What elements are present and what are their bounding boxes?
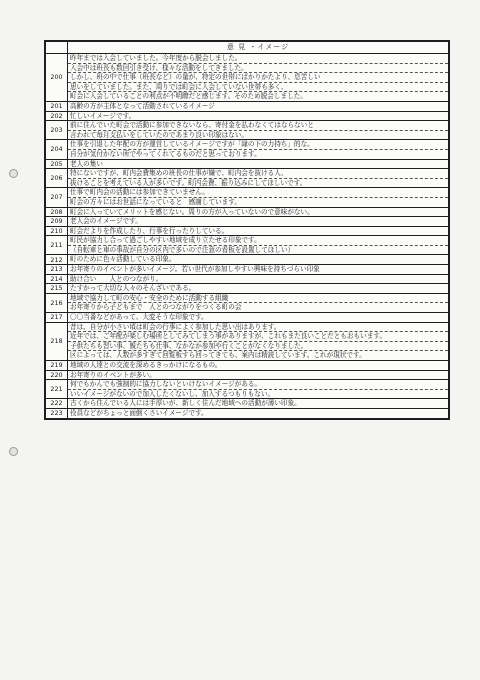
table-row	[46, 255, 449, 265]
opinion-line: 特にないですが、町内会費集めの班長の仕事が嫌で、町内会を抜ける人、	[68, 169, 448, 179]
table-row	[46, 140, 449, 159]
opinion-line: 入会中は班長も数回引き受け、様々な活動をしてきました。	[68, 64, 448, 74]
table-row	[46, 361, 449, 371]
row-opinion	[68, 121, 449, 140]
row-number: 216	[46, 293, 68, 312]
header-number	[46, 42, 68, 54]
opinion-line: 地域の人達との交流を深めるきっかけになるもの。	[70, 361, 222, 369]
row-number: 211	[46, 236, 68, 255]
table-row	[46, 188, 449, 207]
table-row	[46, 217, 449, 227]
table-row	[46, 380, 449, 399]
row-number: 214	[46, 274, 68, 284]
opinion-line: （自転車と車の事故が自分の区内で多いので注意の看板を設置してほしい）	[70, 245, 295, 254]
row-number: 206	[46, 169, 68, 188]
table-body	[46, 54, 449, 419]
table-row	[46, 101, 449, 111]
opinion-line: お年寄りのイベントが多いイメージ。若い世代が参加しやすい興味を持ちづらい印象	[70, 265, 320, 274]
row-number: 219	[46, 361, 68, 371]
opinion-line: 前に住んでいた町会で活動に参加できないなら、寄付金を払わなくてはならないと	[68, 121, 448, 131]
row-number: 201	[46, 101, 68, 111]
table-row	[46, 236, 449, 255]
opinion-line: 区によっては、人数が多すぎて回覧板すら回ってきても、案内は精読しています。これが現状です。	[70, 351, 366, 360]
opinion-line: 抜けることを考えている人が多いです。町内会費、振り込みにしてほしいです。	[70, 178, 307, 187]
row-number: 208	[46, 207, 68, 217]
table-row	[46, 293, 449, 312]
table-row	[46, 226, 449, 236]
opinion-line: 役員などがちょっと面倒くさいイメージです。	[70, 408, 208, 417]
table-row	[46, 274, 449, 284]
opinion-line: 思いをしていました。また、周りでは町会に入会していない世帯も多く、	[68, 83, 448, 93]
opinion-line: 町会に入っていてメリットを感じない。周りの方が入っていないので意味がない。	[70, 207, 314, 216]
row-number: 223	[46, 408, 68, 418]
row-opinion	[68, 101, 449, 111]
opinion-line: 昨年までは入会していました。今年度から脱会しました。	[68, 54, 448, 64]
table-row	[46, 207, 449, 217]
opinion-line: 忙しいイメージです。	[70, 111, 136, 120]
table-row	[46, 322, 449, 360]
opinion-line: いいイメージがないので加入したくないし、加入するつもりもない。	[70, 389, 275, 398]
row-opinion	[68, 111, 449, 121]
opinion-line: 地域で協力して町の安心・安全のために活動する組織	[68, 294, 448, 304]
table-row	[46, 121, 449, 140]
row-opinion	[68, 408, 449, 418]
table-header-row	[46, 42, 449, 54]
opinion-line: お年寄りから子どもまで 人とのつながりをつくる町の会	[70, 303, 242, 312]
header-opinion-image: 意 見 ・イメージ	[68, 42, 449, 54]
table-row	[46, 265, 449, 275]
table-row	[46, 399, 449, 409]
opinion-line: 町のために色々活動している印象。	[70, 255, 176, 264]
row-number: 220	[46, 370, 68, 380]
row-opinion	[68, 322, 449, 360]
row-number: 205	[46, 159, 68, 169]
survey-sheet	[44, 40, 450, 420]
binder-hole-top	[9, 169, 18, 178]
opinion-line: 古くから住んでいる人には手厚いが、新しく住んだ地域への活動が薄い印象。	[70, 399, 301, 408]
row-opinion	[68, 217, 449, 227]
row-number: 209	[46, 217, 68, 227]
opinion-line: お年寄りのイベントが多い。	[70, 370, 156, 379]
opinion-line: 仕事で町内会の活動には参加できていません。	[68, 188, 448, 198]
binder-hole-bottom	[9, 447, 18, 456]
row-opinion	[68, 255, 449, 265]
row-number: 222	[46, 399, 68, 409]
row-opinion	[68, 293, 449, 312]
row-number: 204	[46, 140, 68, 159]
row-opinion	[68, 399, 449, 409]
row-opinion	[68, 361, 449, 371]
row-number: 203	[46, 121, 68, 140]
opinion-line: 言われて毎月支払いをしていたのであまり良い印象はない。	[70, 130, 249, 139]
row-opinion	[68, 226, 449, 236]
opinion-line: 仕事を引退した年配の方が運営しているイメージですが「縁の下の力持ち」的な。	[68, 140, 448, 150]
table-row	[46, 111, 449, 121]
opinion-line: 町民が協力し合って過ごしやすい地域を成り立たせる印象です。	[68, 236, 448, 246]
row-opinion	[68, 159, 449, 169]
opinion-table	[45, 41, 449, 419]
row-opinion	[68, 236, 449, 255]
opinion-line: たすかって大切な人々のそんざいである。	[70, 284, 196, 293]
row-number: 218	[46, 322, 68, 360]
opinion-line: 老人の集い	[70, 159, 103, 168]
row-opinion	[68, 284, 449, 294]
row-opinion	[68, 207, 449, 217]
opinion-line: 高齢の方が主体となって活動されているイメージ	[70, 101, 215, 110]
row-number: 221	[46, 380, 68, 399]
row-number: 212	[46, 255, 68, 265]
opinion-line: 近年では、ご年配が楽しむ場所としてみてしまう事がありますが、これもまた良いことだともおもいます。	[68, 332, 448, 342]
row-opinion	[68, 380, 449, 399]
opinion-line: 昔は、自分が小さい頃は町会の行事によく参加した思い出はあります。	[68, 323, 448, 333]
row-opinion	[68, 274, 449, 284]
table-row	[46, 313, 449, 323]
opinion-line: 〇〇当番などがあって、大変そうな印象です。	[70, 313, 208, 322]
opinion-line: 何でもかんでも強制的に協力しないといけないイメージがある。	[68, 380, 448, 390]
row-number: 202	[46, 111, 68, 121]
row-opinion	[68, 54, 449, 102]
row-opinion	[68, 265, 449, 275]
table-row	[46, 159, 449, 169]
opinion-line: 助け合い 人とのつながり。	[70, 274, 163, 283]
row-opinion	[68, 188, 449, 207]
opinion-line: 町会の方々にはお世話になっていると 感謝しています。	[70, 197, 241, 206]
table-row	[46, 284, 449, 294]
row-number: 213	[46, 265, 68, 275]
opinion-line: 子供たちも習い事、親たちも仕事、なかなか参加や行くことがなくなりました。	[68, 342, 448, 352]
opinion-line: 自分が気付かない所でやってくれてるものだと思っております。	[70, 149, 261, 158]
row-number: 215	[46, 284, 68, 294]
row-number: 210	[46, 226, 68, 236]
row-number: 217	[46, 313, 68, 323]
table-row	[46, 169, 449, 188]
table-row	[46, 408, 449, 418]
row-number: 207	[46, 188, 68, 207]
table-row	[46, 370, 449, 380]
row-opinion	[68, 169, 449, 188]
row-number: 200	[46, 54, 68, 102]
opinion-line: 町会に入会していることの利点が不明瞭だと感じます。そのため脱会しました。	[70, 92, 307, 101]
opinion-line: 老人会のイメージです。	[70, 217, 142, 226]
row-opinion	[68, 140, 449, 159]
opinion-line: 町会だよりを作成したり、行事を行ったりしている。	[70, 226, 229, 235]
opinion-line: しかし、班の中で仕事（班長など）の量が、特定の世帯にばかりかたより、息苦しい	[68, 73, 448, 83]
row-opinion	[68, 313, 449, 323]
table-row	[46, 54, 449, 102]
row-opinion	[68, 370, 449, 380]
